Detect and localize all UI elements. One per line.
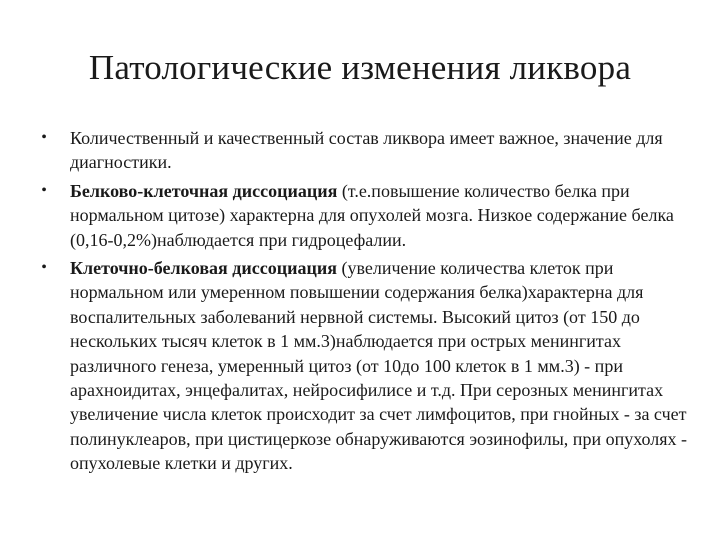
bullet-item-protein-cell-dissociation	[34, 179, 694, 252]
bullet-dot-icon: •	[41, 129, 47, 146]
bullet-text: Количественный и качественный состав ликвора имеет важное, значение для диагностики.	[70, 128, 663, 173]
bullet-list	[34, 126, 694, 480]
bullet-text: (увеличение количества клеток при нормальном или умеренном повышении содержания белка)характерна для воспалительных заболеваний нервной системы. Высокий цитоз (от 150 до нескольких тысяч клеток в 1 мм.3)наблюдается при острых менингитах различного генеза, умеренный цитоз (от 10до 100 клеток в 1 мм.3) - при арахноидитах, энцефалитах, нейросифилисе и т.д. При серозных менингитах увеличение числа клеток происходит за счет лимфоцитов, при гнойных - за счет полинуклеаров, при цистицеркозе обнаруживаются эозинофилы, при опухолях - опухолевые клетки и других.	[70, 258, 688, 474]
bullet-dot-icon: •	[41, 181, 47, 199]
bullet-item-cell-protein-dissociation	[34, 256, 694, 476]
bullet-item-composition	[34, 126, 694, 175]
bullet-term: Клеточно-белковая диссоциация	[70, 258, 337, 279]
bullet-text: (т.е.повышение количество белка при нормальном цитозе) характерна для опухолей мозга. Низкое содержание белка (0,16-0,2%)наблюдается при гидроцефалии.	[70, 180, 674, 250]
bullet-term: Белково-клеточная диссоциация	[70, 180, 338, 201]
slide-title: Патологические изменения ликвора	[88, 48, 632, 87]
bullet-dot-icon: •	[41, 259, 47, 277]
